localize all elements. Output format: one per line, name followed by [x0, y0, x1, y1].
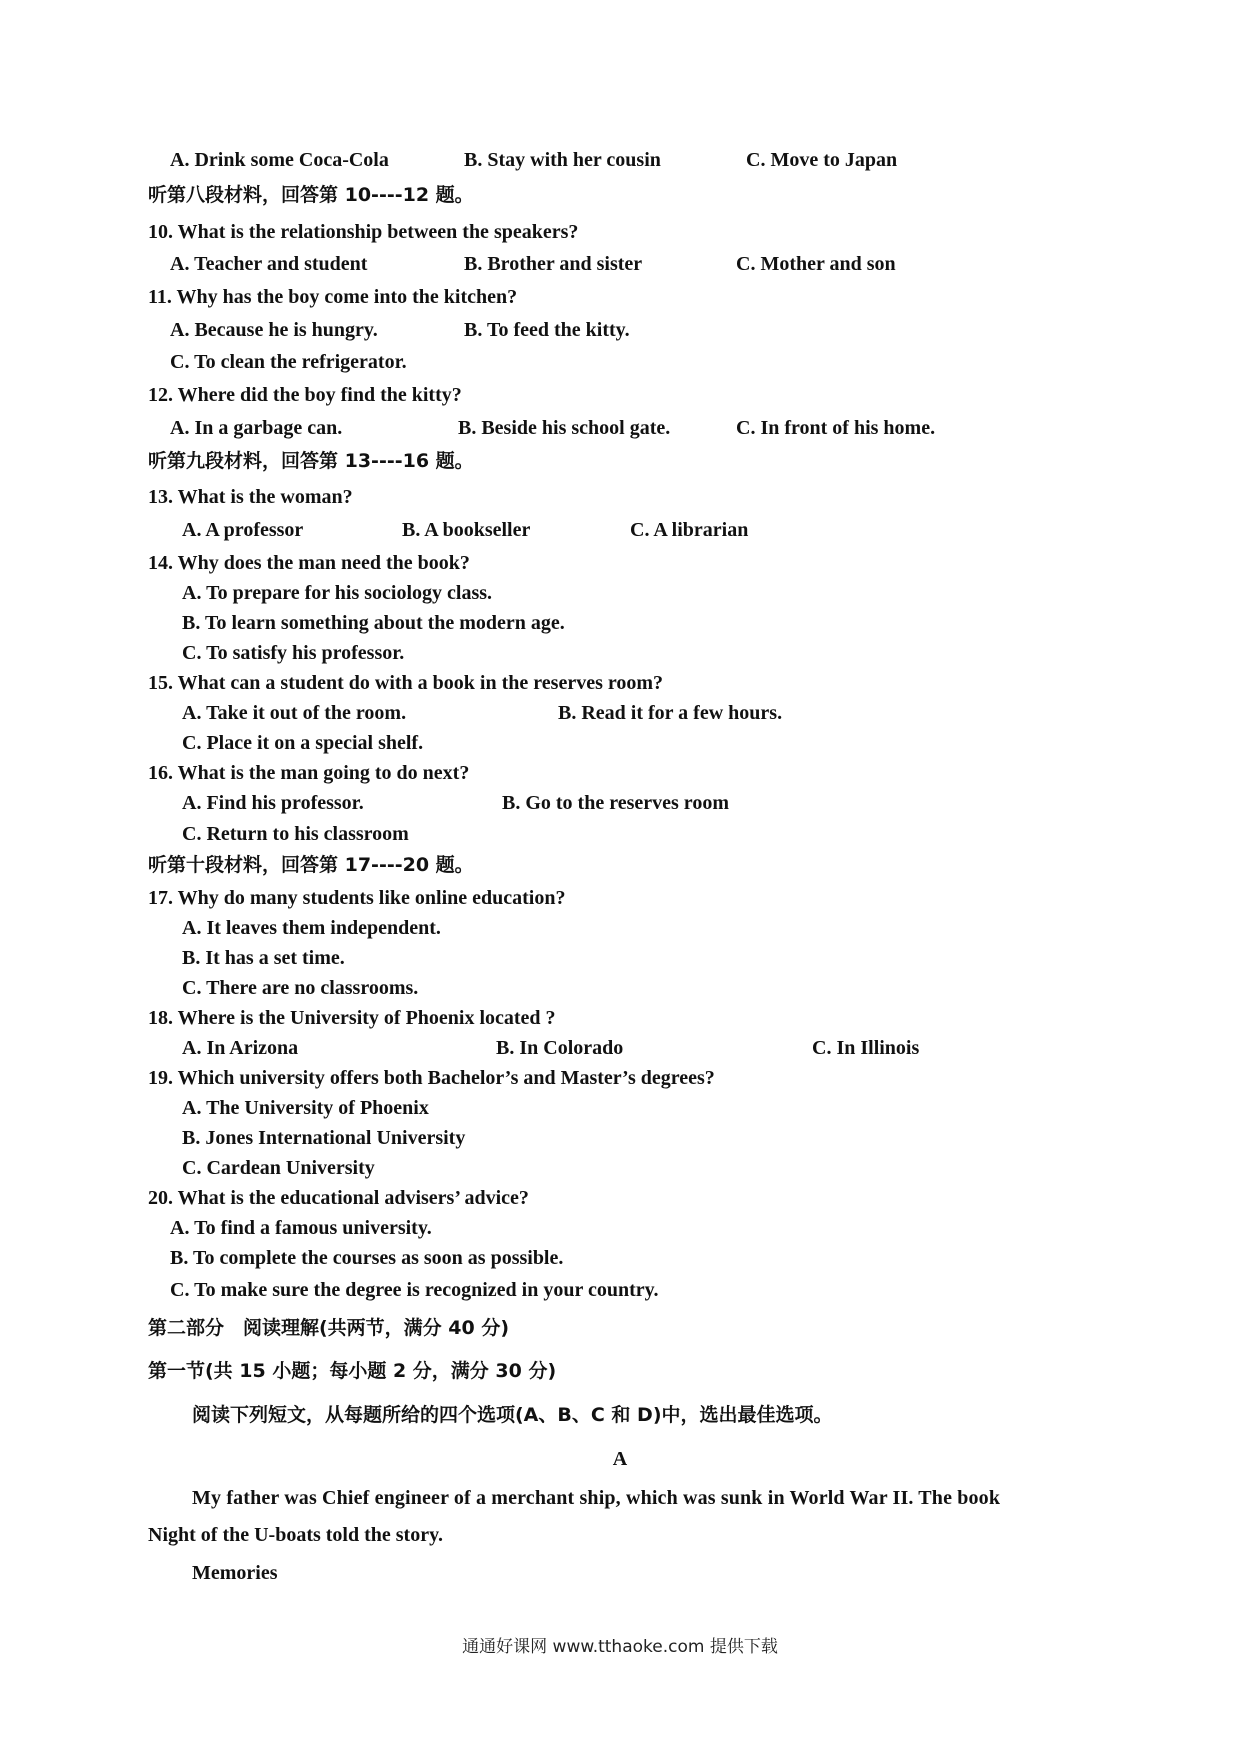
q19-option-c: C. Cardean University — [182, 1157, 375, 1179]
q17-option-c: C. There are no classrooms. — [182, 977, 419, 999]
q18-option-a: A. In Arizona — [182, 1037, 299, 1059]
section-header-10: 听第十段材料，回答第 17----20 题。 — [148, 854, 474, 876]
question-10: 10. What is the relationship between the speakers? — [148, 221, 579, 243]
footer-watermark: 通通好课网 www.tthaoke.com 提供下载 — [462, 1637, 778, 1657]
q14-option-b: B. To learn something about the modern age. — [182, 612, 565, 634]
q13-option-a: A. A professor — [182, 519, 304, 541]
q15-option-b: B. Read it for a few hours. — [558, 702, 783, 724]
passage-paragraph-line-1: My father was Chief engineer of a merchant ship, which was sunk in World War II. The book — [192, 1487, 1001, 1509]
question-20: 20. What is the educational advisers’ advice? — [148, 1187, 529, 1209]
q17-option-b: B. It has a set time. — [182, 947, 345, 969]
q11-option-a: A. Because he is hungry. — [170, 319, 378, 341]
q15-option-c: C. Place it on a special shelf. — [182, 732, 424, 754]
question-14: 14. Why does the man need the book? — [148, 552, 470, 574]
q14-option-a: A. To prepare for his sociology class. — [182, 582, 493, 604]
q18-option-c: C. In Illinois — [812, 1037, 920, 1059]
q9-option-a: A. Drink some Coca-Cola — [170, 149, 389, 171]
q10-option-b: B. Brother and sister — [464, 253, 643, 275]
passage-paragraph-line-2: Night of the U-boats told the story. — [148, 1524, 443, 1546]
q20-option-a: A. To find a famous university. — [170, 1217, 432, 1239]
section-one-heading: 第一节(共 15 小题；每小题 2 分，满分 30 分) — [148, 1360, 557, 1382]
q10-option-c: C. Mother and son — [736, 253, 896, 275]
question-18: 18. Where is the University of Phoenix located ? — [148, 1007, 556, 1029]
part-two-heading: 第二部分 阅读理解(共两节，满分 40 分) — [148, 1317, 510, 1339]
q15-option-a: A. Take it out of the room. — [182, 702, 407, 724]
q11-option-b: B. To feed the kitty. — [464, 319, 630, 341]
q16-option-c: C. Return to his classroom — [182, 823, 409, 845]
section-header-8: 听第八段材料，回答第 10----12 题。 — [148, 184, 474, 206]
q20-option-c: C. To make sure the degree is recognized in your country. — [170, 1279, 659, 1301]
q11-option-c: C. To clean the refrigerator. — [170, 351, 407, 373]
question-17: 17. Why do many students like online education? — [148, 887, 566, 909]
question-11: 11. Why has the boy come into the kitchen? — [148, 286, 518, 308]
q14-option-c: C. To satisfy his professor. — [182, 642, 405, 664]
q17-option-a: A. It leaves them independent. — [182, 917, 441, 939]
reading-instructions: 阅读下列短文，从每题所给的四个选项(A、B、C 和 D)中，选出最佳选项。 — [192, 1404, 833, 1426]
question-19: 19. Which university offers both Bachelor’s and Master’s degrees? — [148, 1067, 715, 1089]
question-12: 12. Where did the boy find the kitty? — [148, 384, 462, 406]
q13-option-b: B. A bookseller — [402, 519, 531, 541]
q16-option-a: A. Find his professor. — [182, 792, 364, 814]
q12-option-a: A. In a garbage can. — [170, 417, 343, 439]
q20-option-b: B. To complete the courses as soon as possible. — [170, 1247, 564, 1269]
q9-option-b: B. Stay with her cousin — [464, 149, 661, 171]
q12-option-b: B. Beside his school gate. — [458, 417, 671, 439]
q10-option-a: A. Teacher and student — [170, 253, 368, 275]
q18-option-b: B. In Colorado — [496, 1037, 624, 1059]
q19-option-b: B. Jones International University — [182, 1127, 466, 1149]
question-13: 13. What is the woman? — [148, 486, 353, 508]
q16-option-b: B. Go to the reserves room — [502, 792, 729, 814]
question-15: 15. What can a student do with a book in the reserves room? — [148, 672, 664, 694]
section-header-9: 听第九段材料，回答第 13----16 题。 — [148, 450, 474, 472]
passage-subheading: Memories — [192, 1562, 278, 1584]
question-16: 16. What is the man going to do next? — [148, 762, 470, 784]
q12-option-c: C. In front of his home. — [736, 417, 936, 439]
q13-option-c: C. A librarian — [630, 519, 749, 541]
passage-label: A — [612, 1448, 628, 1470]
q19-option-a: A. The University of Phoenix — [182, 1097, 429, 1119]
q9-option-c: C. Move to Japan — [746, 149, 898, 171]
